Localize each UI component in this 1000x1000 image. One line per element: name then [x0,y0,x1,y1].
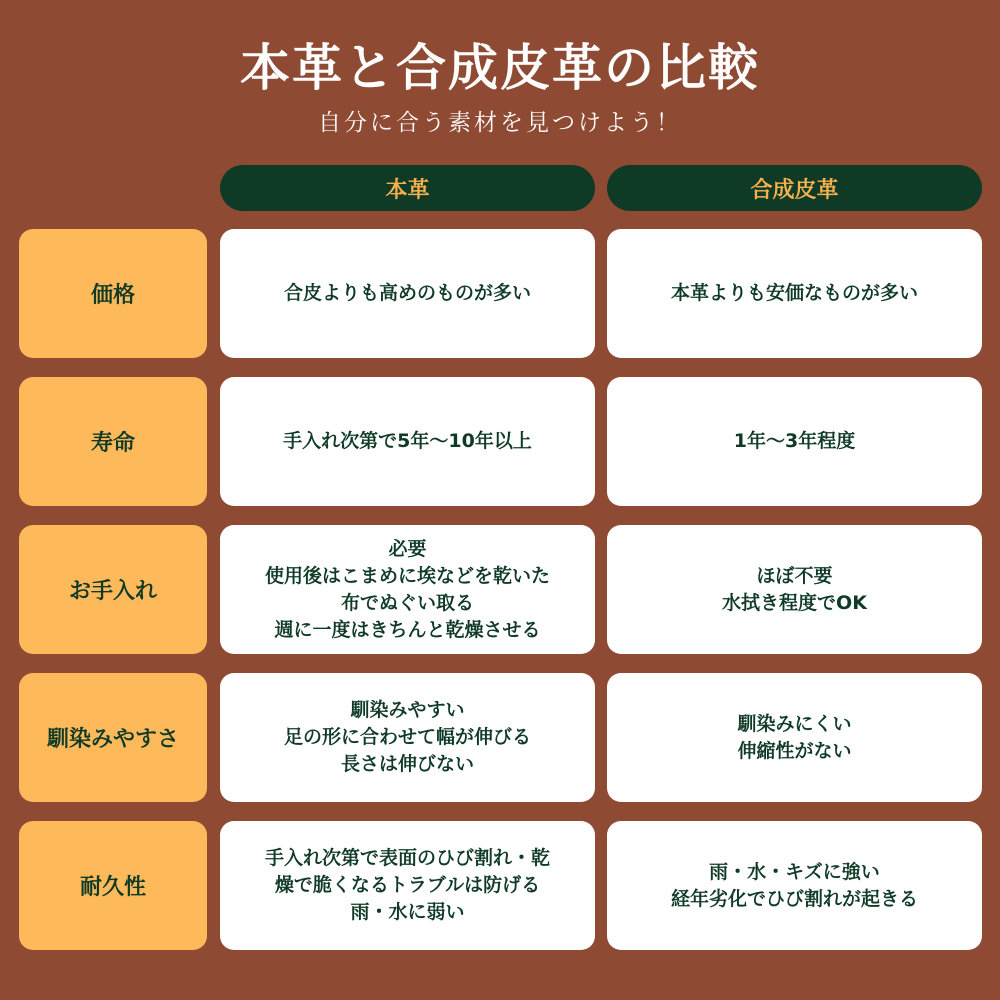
cell-lifespan-synthetic: 1年〜3年程度 [607,377,982,506]
row-label-durability: 耐久性 [19,821,207,950]
cell-durability-genuine: 手入れ次第で表面のひび割れ・乾 燥で脆くなるトラブルは防げる 雨・水に弱い [220,821,595,950]
page-subtitle: 自分に合う素材を見つけよう！ [318,110,682,136]
row-label-fit: 馴染みやすさ [19,673,207,802]
row-label-price: 価格 [19,229,207,358]
cell-lifespan-genuine: 手入れ次第で5年〜10年以上 [220,377,595,506]
column-header-synthetic-leather: 合成皮革 [607,165,982,211]
cell-fit-genuine: 馴染みやすい 足の形に合わせて幅が伸びる 長さは伸びない [220,673,595,802]
cell-price-genuine: 合皮よりも高めのものが多い [220,229,595,358]
page-title: 本革と合成皮革の比較 [240,39,760,97]
cell-price-synthetic: 本革よりも安価なものが多い [607,229,982,358]
cell-care-genuine: 必要 使用後はこまめに埃などを乾いた 布でぬぐい取る 週に一度はきちんと乾燥させる [220,525,595,654]
cell-durability-synthetic: 雨・水・キズに強い 経年劣化でひび割れが起きる [607,821,982,950]
cell-fit-synthetic: 馴染みにくい 伸縮性がない [607,673,982,802]
column-header-genuine-leather: 本革 [220,165,595,211]
row-label-lifespan: 寿命 [19,377,207,506]
cell-care-synthetic: ほぼ不要 水拭き程度でOK [607,525,982,654]
row-label-care: お手入れ [19,525,207,654]
